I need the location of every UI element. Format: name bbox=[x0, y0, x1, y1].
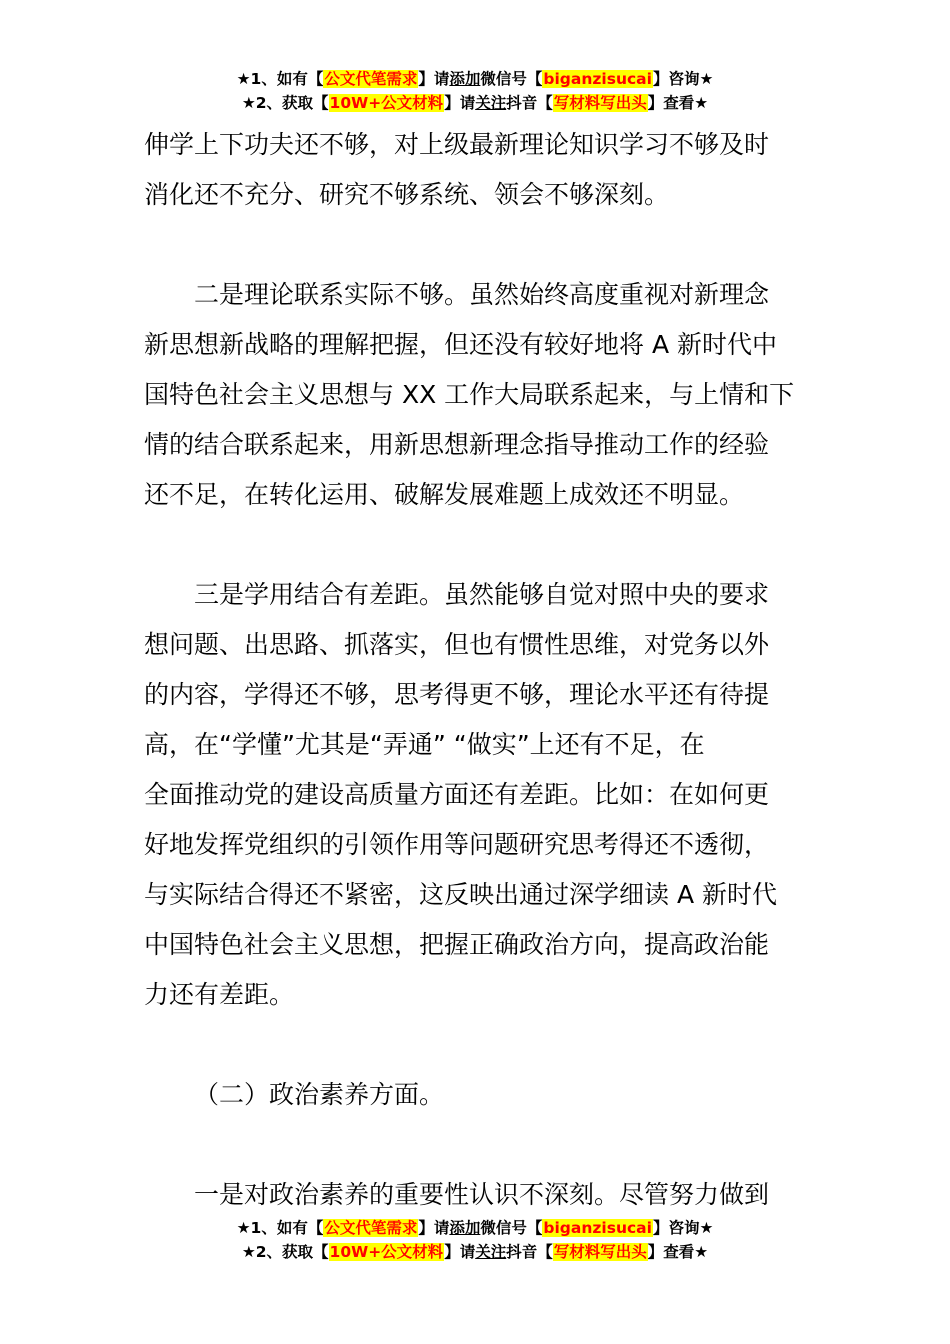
paragraph-point-3: 三是学用结合有差距。虽然能够自觉对照中央的要求 想问题、出思路、抓落实，但也有惯性思维，对党务以外 的内容，学得还不够，思考得更不够，理论水平还有待提 高，在“学懂”尤其是“弄通” “做实”上还有不足，在 全面推动党的建设高质量方面还有差距。比如：在如何更 好地发挥党组织的引领作用等问题研究思考得还不透彻， 与实际结合得还不紧密，这反映出通过深学细读 A 新时代 中国特色社会主义思想，把握正确政治方向，提高政治能 力还有差距。 bbox=[144, 580, 777, 1009]
banner-highlight: 写材料写出头 bbox=[553, 94, 647, 112]
paragraph-point-2: 二是理论联系实际不够。虽然始终高度重视对新理念 新思想新战略的理解把握，但还没有较好地将 A 新时代中 国特色社会主义思想与 XX 工作大局联系起来，与上情和下 情的结合联系起来，用新思想新理念指导推动工作的经验 还不足，在转化运用、破解发展难题上成效还不明显。 bbox=[144, 280, 795, 509]
section-heading: （二）政治素养方面。 bbox=[194, 1080, 445, 1109]
banner-line-2: ★2、获取【10W+公文材料】请关注抖音【写材料写出头】查看★ bbox=[241, 94, 709, 112]
document-body bbox=[144, 120, 808, 1220]
banner-highlight: 公文代笔需求 bbox=[324, 1219, 418, 1237]
banner-highlight: 10W+公文材料 bbox=[329, 1243, 444, 1261]
paragraph-point-1: 一是对政治素养的重要性认识不深刻。尽管努力做到 bbox=[194, 1180, 770, 1209]
banner-highlight: 公文代笔需求 bbox=[324, 70, 418, 88]
footer-banner bbox=[0, 1216, 950, 1264]
banner-line-2: ★2、获取【10W+公文材料】请关注抖音【写材料写出头】查看★ bbox=[241, 1243, 709, 1261]
banner-line-1: ★1、如有【公文代笔需求】请添加微信号【biganzisucai】咨询★ bbox=[236, 70, 714, 88]
banner-line-1: ★1、如有【公文代笔需求】请添加微信号【biganzisucai】咨询★ bbox=[236, 1219, 714, 1237]
banner-highlight: biganzisucai bbox=[543, 1219, 652, 1237]
banner-highlight: biganzisucai bbox=[543, 70, 652, 88]
header-banner bbox=[0, 67, 950, 115]
paragraph-continued: 伸学上下功夫还不够，对上级最新理论知识学习不够及时 消化还不充分、研究不够系统、领会不够深刻。 bbox=[144, 130, 770, 209]
banner-highlight: 写材料写出头 bbox=[553, 1243, 647, 1261]
banner-highlight: 10W+公文材料 bbox=[329, 94, 444, 112]
